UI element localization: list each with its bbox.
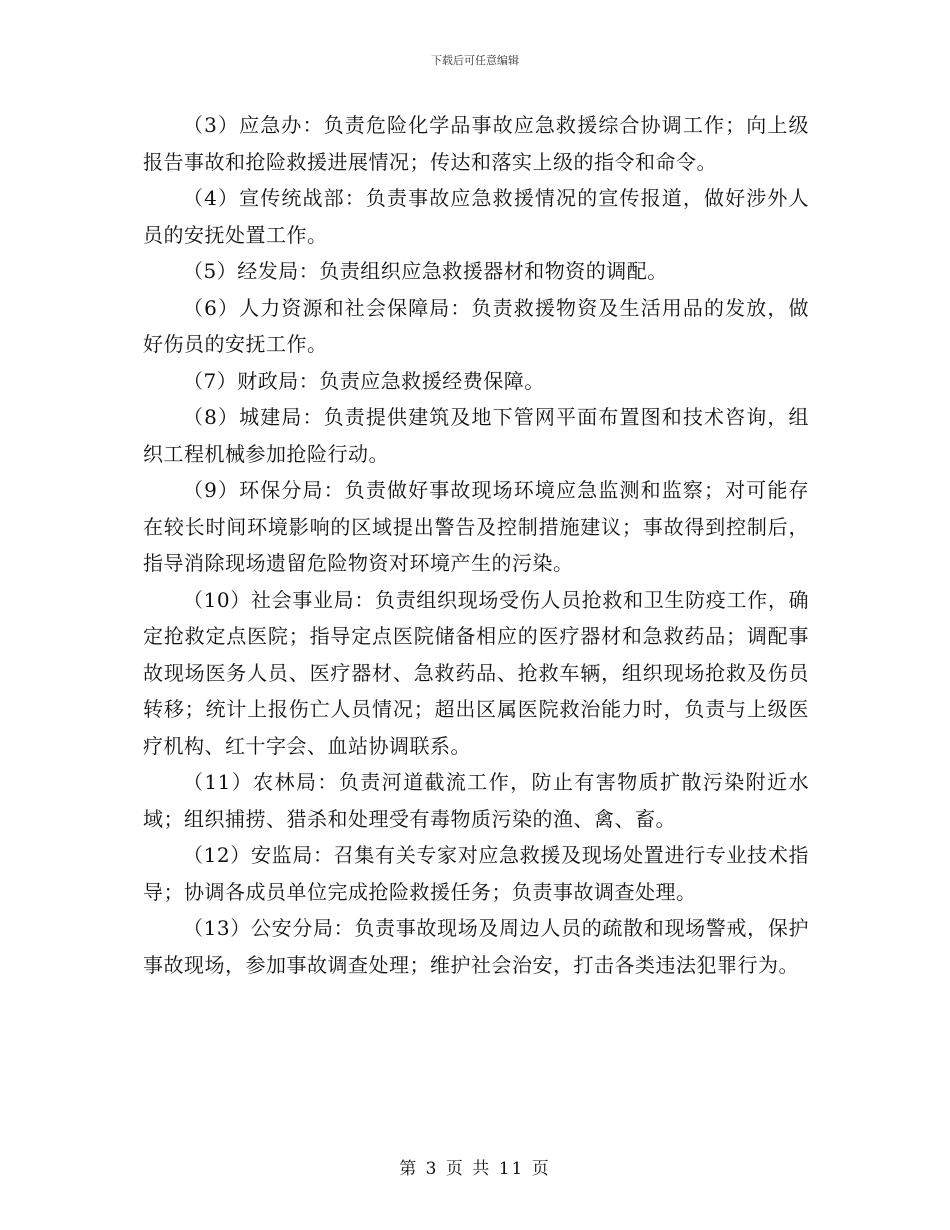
- paragraph-finance-bureau: （7）财政局：负责应急救援经费保障。: [183, 368, 545, 393]
- page-number: 第 3 页 共 11 页: [399, 1159, 551, 1179]
- page-header: 下载后可任意编辑: [431, 54, 519, 67]
- paragraph-publicity-department: （4）宣传统战部：负责事故应急救援情况的宣传报道，做好涉外人员的安抚处置工作。: [143, 186, 809, 247]
- paragraph-emergency-office: （3）应急办：负责危险化学品事故应急救援综合协调工作；向上级报告事故和抢险救援进展情况；传达和落实上级的指令和命令。: [143, 113, 809, 174]
- paragraph-agriculture-forestry-bureau: （11）农林局：负责河道截流工作，防止有害物质扩散污染附近水域；组织捕捞、猎杀和处理受有毒物质污染的渔、禽、畜。: [143, 770, 809, 831]
- paragraph-environmental-bureau: （9）环保分局：负责做好事故现场环境应急监测和监察；对可能存在较长时间环境影响的区域提出警告及控制措施建议；事故得到控制后，指导消除现场遗留危险物资对环境产生的污染。: [143, 478, 809, 575]
- paragraph-economic-bureau: （5）经发局：负责组织应急救援器材和物资的调配。: [183, 259, 668, 283]
- paragraph-human-resources-bureau: （6）人力资源和社会保障局：负责救援物资及生活用品的发放，做好伤员的安抚工作。: [143, 295, 809, 356]
- paragraph-public-security-bureau: （13）公安分局：负责事故现场及周边人员的疏散和现场警戒，保护事故现场，参加事故调查处理；维护社会治安，打击各类违法犯罪行为。: [143, 916, 809, 977]
- paragraph-social-affairs-bureau: （10）社会事业局：负责组织现场受伤人员抢救和卫生防疫工作，确定抢救定点医院；指导定点医院储备相应的医疗器材和急救药品；调配事故现场医务人员、医疗器材、急救药品、抢救车辆，组织现场抢救及伤员转移；统计上报伤亡人员情况；超出区属医院救治能力时，负责与上级医疗机构、红十字会、血站协调联系。: [143, 587, 809, 758]
- paragraph-construction-bureau: （8）城建局：负责提供建筑及地下管网平面布置图和技术咨询，组织工程机械参加抢险行动。: [143, 405, 809, 466]
- paragraph-safety-supervision-bureau: （12）安监局：召集有关专家对应急救援及现场处置进行专业技术指导；协调各成员单位完成抢险救援任务；负责事故调查处理。: [143, 843, 809, 904]
- document-body: [143, 107, 809, 983]
